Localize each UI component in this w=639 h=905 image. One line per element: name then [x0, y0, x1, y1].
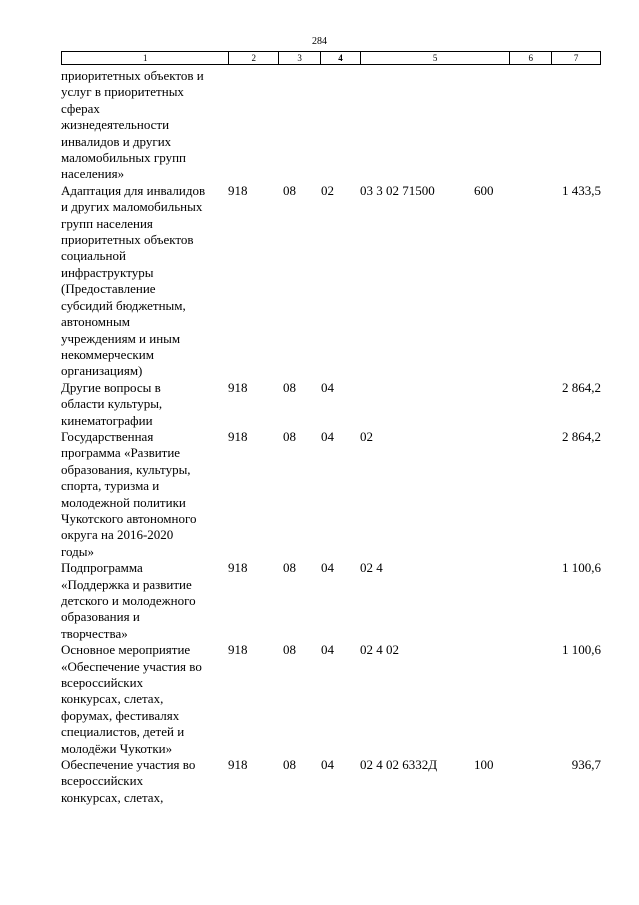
- section-code: 08: [283, 757, 296, 773]
- table-body: [61, 68, 601, 806]
- item-name: Адаптация для инвалидов и других маломобильных групп населения приоритетных объектов социальной инфраструктуры (Предоставление субсидий бюджетным, автономным учреждениям и иным некоммерческим организациям): [61, 182, 206, 379]
- table-row: [61, 68, 601, 183]
- item-name: Обеспечение участия во всероссийских конкурсах, слетах,: [61, 757, 196, 805]
- section-code: 08: [283, 182, 296, 198]
- expense-type-code: 600: [474, 182, 494, 198]
- header-col-5: 5: [361, 52, 510, 64]
- amount: 2 864,2: [562, 379, 601, 395]
- section-code: 08: [283, 642, 296, 658]
- expense-type-code: [473, 429, 528, 560]
- target-item-code: [359, 68, 473, 183]
- expense-type-code: [473, 68, 528, 183]
- expense-type-code: [473, 560, 528, 642]
- subsection-code: 02: [321, 182, 334, 198]
- table-row: [61, 183, 601, 380]
- header-col-7: 7: [573, 53, 579, 63]
- item-name: Подпрограмма «Поддержка и развитие детского и молодежного образования и творчества»: [61, 560, 196, 641]
- grbs-code: 918: [228, 560, 248, 576]
- table-row: [61, 380, 601, 429]
- section-code: 08: [283, 560, 296, 576]
- subsection-code: 04: [321, 642, 334, 658]
- target-item-code: 02: [360, 428, 373, 444]
- table-row: [61, 642, 601, 757]
- target-item-code: 02 4 02 6332Д: [360, 757, 438, 773]
- amount: [528, 68, 601, 183]
- grbs-code: 918: [228, 642, 248, 658]
- table-row: [61, 757, 601, 806]
- subsection-code: 04: [321, 560, 334, 576]
- subsection-code: [319, 68, 359, 183]
- section-code: 08: [283, 379, 296, 395]
- header-col-1: 1: [62, 52, 229, 64]
- section-code: [279, 68, 319, 183]
- target-item-code: 03 3 02 71500: [360, 182, 435, 198]
- subsection-code: 04: [321, 428, 334, 444]
- amount: 1 100,6: [562, 642, 601, 658]
- subsection-code: 04: [321, 379, 334, 395]
- item-name: приоритетных объектов и услуг в приоритетных сферах жизнедеятельности инвалидов и других маломобильных групп населения»: [61, 68, 204, 182]
- grbs-code: [228, 68, 279, 183]
- amount: 2 864,2: [562, 428, 601, 444]
- grbs-code: 918: [228, 379, 248, 395]
- header-col-3: 3: [279, 52, 321, 64]
- header-col-2: 2: [229, 52, 279, 64]
- grbs-code: 918: [228, 428, 248, 444]
- item-name: Другие вопросы в области культуры, кинематографии: [61, 379, 163, 428]
- item-name: Основное мероприятие «Обеспечение участия во всероссийских конкурсах, слетах, форумах, фестивалях специалистов, детей и молодёжи Чукотки»: [61, 642, 202, 756]
- expense-type-code: [473, 380, 528, 429]
- target-item-code: 02 4: [360, 560, 383, 576]
- page-number: 284: [312, 36, 327, 47]
- table-row: [61, 560, 601, 642]
- amount: 1 100,6: [562, 560, 601, 576]
- target-item-code: 02 4 02: [360, 642, 399, 658]
- item-name: Государственная программа «Развитие образования, культуры, спорта, туризма и молодежной политики Чукотского автономного округа на 2016-2020 годы»: [61, 428, 197, 559]
- amount: 1 433,5: [562, 182, 601, 198]
- subsection-code: 04: [321, 757, 334, 773]
- table-row: [61, 429, 601, 560]
- amount: 936,7: [571, 757, 601, 773]
- table-header-row: [61, 51, 601, 65]
- grbs-code: 918: [228, 757, 248, 773]
- target-item-code: [359, 380, 473, 429]
- header-col-4: 4: [321, 52, 361, 64]
- grbs-code: 918: [228, 182, 248, 198]
- header-col-6: 6: [510, 52, 552, 64]
- expense-type-code: [473, 642, 528, 757]
- expense-type-code: 100: [474, 757, 494, 773]
- section-code: 08: [283, 428, 296, 444]
